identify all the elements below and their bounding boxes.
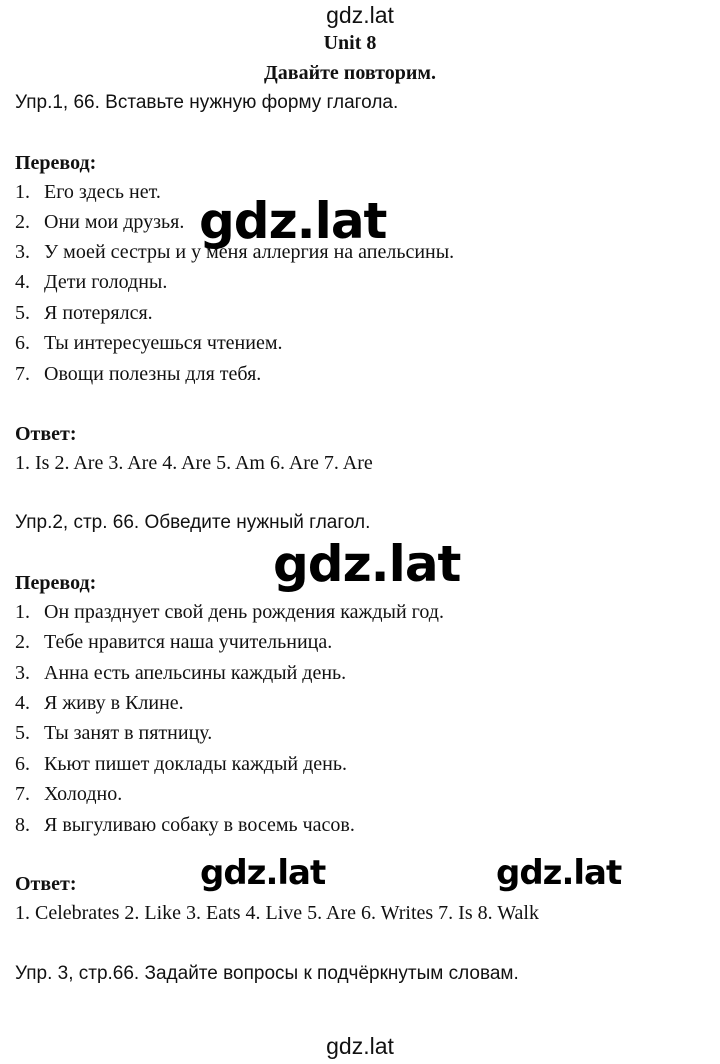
item-text: Его здесь нет. xyxy=(44,181,161,203)
item-number: 7. xyxy=(15,783,30,805)
watermark: gdz.lat xyxy=(199,192,387,250)
item-number: 6. xyxy=(15,332,30,354)
exercise3-task: Упр. 3, стр.66. Задайте вопросы к подчёркнутым словам. xyxy=(15,963,519,984)
item-text: Они мои друзья. xyxy=(44,211,185,233)
watermark: gdz.lat xyxy=(496,853,622,893)
item-text: Ты интересуешься чтением. xyxy=(44,332,283,354)
exercise2-translation-heading: Перевод: xyxy=(15,572,97,594)
item-number: 5. xyxy=(15,722,30,744)
item-number: 8. xyxy=(15,814,30,836)
item-text: Я живу в Клине. xyxy=(44,692,184,714)
item-text: Он празднует свой день рождения каждый год. xyxy=(44,601,444,623)
item-number: 5. xyxy=(15,302,30,324)
exercise1-answer-heading: Ответ: xyxy=(15,423,77,445)
item-text: Дети голодны. xyxy=(44,271,168,293)
item-number: 3. xyxy=(15,662,30,684)
exercise1-answer: 1. Is 2. Are 3. Are 4. Are 5. Am 6. Are 7. Are xyxy=(15,452,373,474)
item-text: У моей сестры и у меня аллергия на апельсины. xyxy=(44,241,455,263)
watermark: gdz.lat xyxy=(273,535,461,593)
exercise1-task: Упр.1, 66. Вставьте нужную форму глагола. xyxy=(15,92,399,113)
unit-title: Unit 8 xyxy=(323,32,377,54)
item-text: Анна есть апельсины каждый день. xyxy=(44,662,347,684)
exercise1-translation-heading: Перевод: xyxy=(15,152,97,174)
item-number: 7. xyxy=(15,363,30,385)
item-number: 6. xyxy=(15,753,30,775)
item-number: 4. xyxy=(15,692,30,714)
item-number: 2. xyxy=(15,211,30,233)
item-number: 1. xyxy=(15,181,30,203)
site-header: gdz.lat xyxy=(326,2,394,28)
item-text: Холодно. xyxy=(44,783,123,805)
site-footer: gdz.lat xyxy=(326,1033,394,1059)
item-text: Я потерялся. xyxy=(44,302,153,324)
item-text: Ты занят в пятницу. xyxy=(44,722,213,744)
item-text: Я выгуливаю собаку в восемь часов. xyxy=(44,814,355,836)
item-number: 2. xyxy=(15,631,30,653)
item-number: 4. xyxy=(15,271,30,293)
exercise2-answer-heading: Ответ: xyxy=(15,873,77,895)
exercise2-answer: 1. Celebrates 2. Like 3. Eats 4. Live 5. Are 6. Writes 7. Is 8. Walk xyxy=(15,902,539,924)
item-text: Кьют пишет доклады каждый день. xyxy=(44,753,347,775)
item-number: 3. xyxy=(15,241,30,263)
page-subtitle: Давайте повторим. xyxy=(264,62,436,84)
item-text: Овощи полезны для тебя. xyxy=(44,363,262,385)
watermark: gdz.lat xyxy=(200,853,326,893)
item-number: 1. xyxy=(15,601,30,623)
exercise2-task: Упр.2, стр. 66. Обведите нужный глагол. xyxy=(15,512,371,533)
item-text: Тебе нравится наша учительница. xyxy=(44,631,333,653)
